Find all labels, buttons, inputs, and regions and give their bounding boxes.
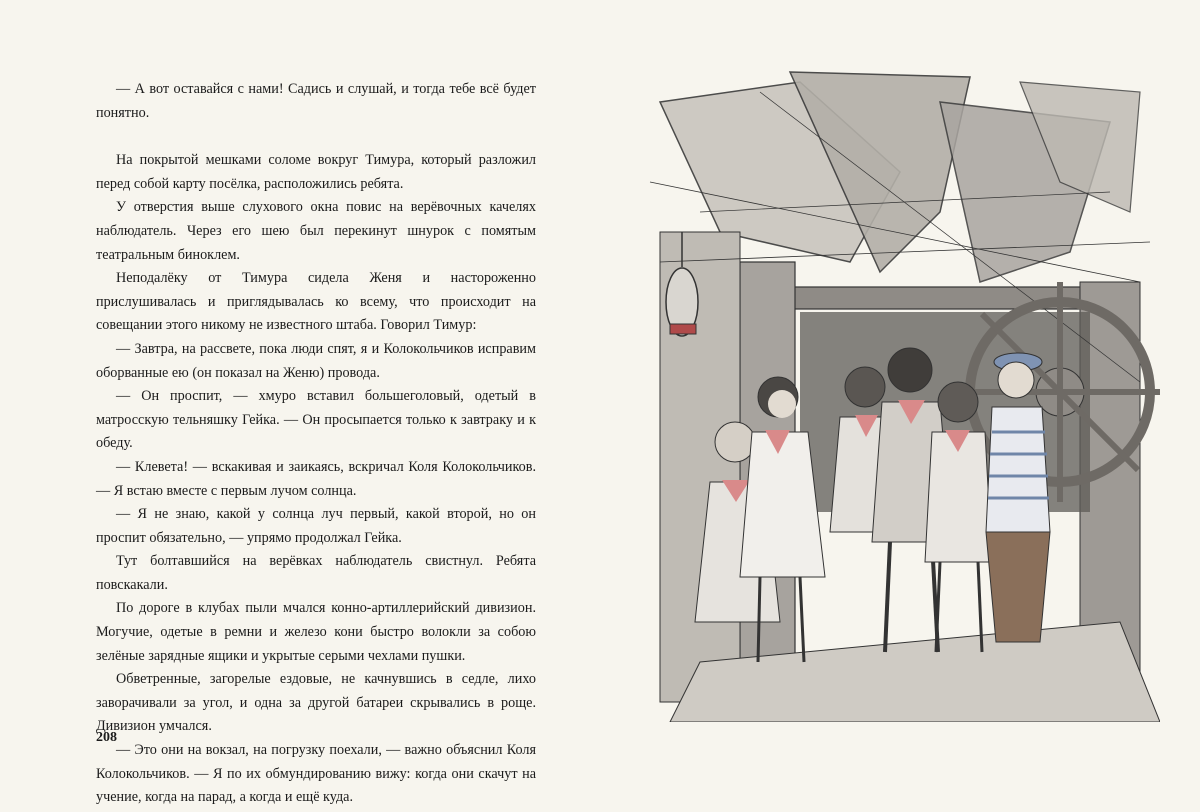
paragraph-5: — Завтра, на рассвете, пока люди спят, я и Колокольчиков исправим оборванные ею (он показал на Женю) провода. — [96, 340, 536, 381]
paragraph-8: — Я не знаю, какой у солнца луч первый, какой второй, но он проспит обязательно, — упрямо продолжал Гейка. — [96, 506, 536, 546]
illustration-drawing — [640, 62, 1160, 722]
paragraph-4: Неподалёку от Тимура сидела Женя и настороженно прислушивалась и приглядывалась ко всему, что происходит на совещании этого никому не известного штаба. Говорил Тимур: — [96, 270, 536, 334]
page-number: 208 — [96, 730, 117, 745]
paragraph-gap — [96, 125, 536, 149]
paragraph-6: — Он проспит, — хмуро вставил большеголовый, одетый в матросскую тельняшку Гейка. — Он просыпается только к завтраку и к обеду. — [96, 388, 536, 452]
paragraph-1: — А вот оставайся с нами! Садись и слушай, и тогда тебе всё будет понятно. — [96, 81, 536, 121]
paragraph-12: — Это они на вокзал, на погрузку поехали, — важно объяснил Коля Колокольчиков. — Я по их обмундированию вижу: когда они скачут на учение, когда на парад, а когда и ещё куда. — [96, 742, 536, 806]
paragraph-11: Обветренные, загорелые ездовые, не качнувшись в седле, лихо заворачивали за угол, и одна за другой батареи скрывались в роще. Дивизион умчался. — [96, 671, 536, 735]
children-in-attic-illustration — [640, 62, 1160, 722]
paragraph-9: Тут болтавшийся на верёвках наблюдатель свистнул. Ребята повскакали. — [96, 553, 536, 593]
paragraph-2: На покрытой мешками соломе вокруг Тимура, который разложил перед собой карту посёлка, расположились ребята. — [96, 152, 536, 192]
paragraph-3: У отверстия выше слухового окна повис на верёвочных качелях наблюдатель. Через его шею был перекинут шнурок с помятым театральным биноклем. — [96, 199, 536, 263]
text-page — [96, 78, 536, 810]
paragraph-7: — Клевета! — вскакивая и заикаясь, вскричал Коля Колокольчиков. — Я встаю вместе с первым лучом солнца. — [96, 458, 536, 499]
paragraph-10: По дороге в клубах пыли мчался конно-артиллерийский дивизион. Могучие, одетые в ремни и железо кони быстро волокли за собою зелёные зарядные ящики и укрытые серыми чехлами пушки. — [96, 600, 536, 664]
